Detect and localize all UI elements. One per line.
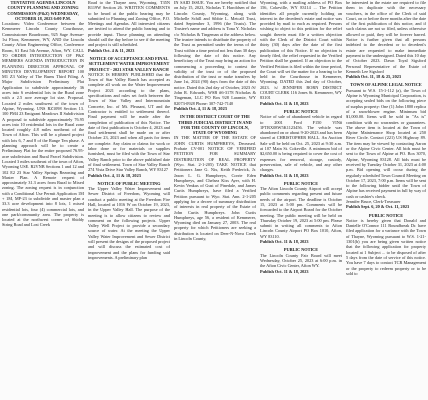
column-1 — [2, 0, 84, 400]
notice-body: Notice is hereby given that Donald and Danielle O'Connor 111 Boundbreak Dr. have filed application for a variance with the Town of Thayne, Wyoming pursuant to W.S. 1-21-1301(b) you are being given written notice that the following application for property located at 1 Subject ... to be disposed of after 5 days from the date of service of this notice. You have 7 days to contact TCR Management or the property to redeem property or to be sold to — [346, 217, 426, 276]
notice-heading: PUBLIC NOTICE — [283, 108, 319, 114]
notice-body: Notice of sale of abandoned vehicle in regard to 2001 Ford F150 VIN# 1FTRX08W5K1123456. The vehicle was abandoned on or about 9-20-2023 and has been stored at CHRISTOPHER HALL. An Auction Sale will be held on Oct. 25, 2023 at 9:30 a.m. at 107 Main St. Cokeville. A minimum bid of $2,650.00 is being required to cover the cost of expenses for removal, storage, custody, preservation, sale of vehicle, and any other charges. — [260, 114, 342, 173]
notice-heading: NOTICE OF ACCEPTANCE AND FINAL SETTLEMENT WATER IMPROVEMENT PROJECT - 2021 STAR VALLEY RANCH — [88, 55, 170, 72]
publish-line: Publish Oct. 11 & 18, 2023 — [260, 100, 309, 106]
notice-heading: PUBLIC NOTICE — [283, 247, 319, 253]
notice-body: Locations: Video Conference between the Kemmerer Lincoln County Courthouse, Commissioner Boardroom, 925 Sage Avenue-1st Floor, Kemmerer, WY, AND the Lincoln County Afton Engineering Office, Conference Room, 61 East 5th Avenue, Afton, WY. CALL TO ORDER INTRODUCTION OF P&Z MEMBERS AGENDA INTRODUCTION IN PLANNING DIRECTOR APPROVAL OF MINUTES DEVELOPMENT REPORT 100 M1 Z3 Valley of The Burns Third Filing. A Major Subdivision Preliminary Plat Application to subdivide approximately 36 acres into 6 residential lots in the Rural zone with a 2.5 acre average lot size. Proposal. Located 2 miles southwest of the town of Alpine, Wyoming. UNS RZ1098 Section 13. 100 PM4 23 Emigrant Meadows II Subdivision A proposal to subdivide approximately 76.95 acres into 10 residential lots in the Rural zone located roughly 4.8 miles northeast of the Town of Afton. This will be a phased project with lots 6, 7 and 8 of the Range Ten phase. A planning approach will be to create a Preliminary Plat for the entire proposed 76.95-acre subdivision and Rural Parcel Subdivision. Located 3 miles southeast of the town of Afton, Wyoming USE. R2VNB Sections 1 and 12 and 102 E2 23 Star Valley Springs Rezoning and Master Plan. A Remote request of approximately 31.3 acres from Rural to Mixed zoning. The zoning request is in conjunction with a Conditional Use Permit Application 1M + 1M, MP-23 to subdivide and master plan a 33.3 acre development into 8 lots, 1 mixed residential lots, four (4) commercial lots, and one park/community area. The property is located at the northwest corner of Shiddy String Road and Lost Creek — [2, 21, 84, 228]
notice-heading: TOWN OF ALPINE LEGAL NOTICE — [350, 82, 422, 88]
publish-line: Publish Oct. 4 & 11, 2023 — [88, 47, 135, 53]
notice-body: be interested in the estate are required to file them in duplicate with the necessary vouchers, in the office of the Clerk of said Court, on or before three months after the date of the first publication of this notice, and if such claims are not so filed, unless otherwise allowed or paid, they will be forever barred. Notice is further given that all persons indebted to the decedent or to decedent's estate are requested to make immediate payment to the undersigned. Dated this 10 day of October 2023. Dawn Toyal Sigsford Personal Representative of the Estate of Kenneth Lee Sigsford — [346, 0, 426, 74]
publish-line: Publish Oct. 11 & 18, 2023 — [260, 268, 309, 274]
notice-body: Wyoming, with a mailing address of PO Box 156, Cokeville, WY 83114 ... The Petition identifies all people currently holding an interest in the decedent's estate and notice was provided by mail to each as required. Persons wishing to object to this petition for the relief sought therein must file a written objection with the Clerk of the District Court within thirty (30) days after the date of the first publication of this Notice. If no objection is timely filed, the relief requested in the Verified Petition shall be granted. If an objection to the Verified Petition is filed within the time period, the Court will set the matter for a hearing to be held in the Courthouse in Kemmerer, Wyoming. DATED this 2nd day of October, 2023. /s/ JENNIFER BORN DISTRICT COURT CLERK 116 Jones St. Kemmerer, WY 83101 — [260, 0, 342, 101]
notice-body: The Upper Valley Water Improvement and Sewer District of Freedom, Wyoming will conduct a public meeting at the Freedom Fire Hall, located at 1016 W on October 19, 2023, in the Upper Valley Hall. The purpose of the meeting is to allow citizens to review and comment on the following projects. Upper Valley Well Project to provide a secondary source of water. At the meeting the Upper Valley Water Improvement and Sewer District will present the designs of the proposed project and will discuss the estimated cost of improvement and the plans for funding said improvements. A preliminary plan — [88, 186, 170, 260]
column-3 — [174, 0, 256, 400]
notice-body: The Lincoln County Fair Board will meet Wednesday, October 25, 2023 at 6:00 p.m. in the Afton Civic Center, Afton WY. — [260, 252, 342, 269]
notice-heading: PUBLIC NOTICE — [283, 180, 319, 186]
notice-body: IN THE MATTER OF THE ESTATE OF JOHN CURTIS HUMPHREYS, Deceased. Probate CV-001 NOTICE OF VERIFIED PETITION FOR SUMMARY DISTRIBUTION OF REAL PROPERTY (Wyo. Stat. 2-1-205) TAKE NOTICE that Petitioners Jane G. Nix, Keith Frederick, Jr. Jason L. G. Humphreys, Corrie Eden Humphreys, and Chelsea Kiss Ayer, with H. Kevin Venkus of Gust of Pinedale, and James Curtis Humphreys, have filed a Verified Petition pursuant to Wyo. Stat. Ann. 2-1-205 applying for a decree of summary distribution of interests in real property of the Estate of John Curtis Humphreys. John Curtis Humphreys, age 56, a resident of Kemmerer, Wyoming died on January 27, 2003. The real property for which Petitioners are seeking a distribution is located on Deer-N-Nova Creek in Lincoln County, — [174, 135, 256, 242]
column-2 — [88, 0, 170, 400]
column-5 — [346, 0, 426, 400]
notice-heading: PUBLIC NOTICE — [368, 212, 404, 218]
notice-body: Road to the Thayne area, Wyoming. T35N R119W Section 26. WRITTEN COMMENTS to be heard at the public hearing may be submitted to Planning and Zoning Office, P.O. Meetings and Agendas. All interested citizens are invited to attend the public hearing and to provide input. Those planning on attending should call the day before to see if the meeting and project is still scheduled. — [88, 0, 170, 48]
notice-body: The Afton Lincoln County Airport will accept public comments regarding present and future needs of the airport. The deadline is October 15, 2023 at 5:00 pm. Comments will be forwarded to the Airport Board for the October meeting. The public meeting will be held on Thursday October 19, 2023 at 5:00 pm. Please submit in writing all comments to Afton Lincoln County Airport PO Box 1010, Afton, WY 83110. — [260, 186, 342, 239]
notice-heading: TENTATIVE AGENDA LINCOLN COUNTY PLANNING AND ZONING COMMISSION (P&Z) WEDNESDAY, OCTOBER 18, 2023 6:00 P.M. — [7, 0, 79, 21]
notice-body: NOTICE IS HEREBY PUBLISHED that the Town of Star Valley Ranch has accepted as complete all work on the Water Improvement Project 2021 according to the plans, specifications and rules set forth between the Town of Star Valley and Intermountain Concrete, Inc. of Mt. Pleasant, UT and the Contractor is entitled to settlement thereof. Final payment will be made after the completion of publication of this Notice. The date of first publication is October 4, 2023 and final settlement shall be made on or after October 23, 2023 and when all parts for items are complete. Any claim or claims for work or labor done or for materials or supplies furnished, must be filed with the Town of Star Valley Ranch prior to the above published date of final settlement. Town of Star Valley Ranch 274 Vista Drive Star Valley Ranch, WY 83127 — [88, 71, 170, 173]
publish-line: Publish Oct. 11 & 18, 2023 — [260, 239, 309, 245]
notice-body: Pursuant to W.S. 15-1-112 (a), the Town of Alpine is Wyoming Municipal Corporation, is accepting sealed bids on the following piece of surplus property: One (1) John 1800 replica of a snowblower engine. Minimum bid $1,000.00. Items will be sold in "As is" condition with no warranties or guarantees. The above item is located at the Town of Alpine Maintenance Shop located at 250 River Circle. Contact (221) US Highway 89. The item may be viewed by contacting Aaron or the Alpine Civic Center. All bids must be sent to the Town of Alpine at PO. Box 3070, Alpine, Wyoming 83128. All bids must be received by Tuesday October 31, 2023 at 4:00 p.m. Bid opening will occur during the regularly scheduled Town Council Meeting on October 17, 2023, 7:00 p.m. Items will be sent to the following bidder until the Town of Alpine has received payment in full by way of cash or cashier's check. — [346, 87, 426, 199]
publish-line: Publish Oct. 4, 11 & 18, 2023 — [174, 105, 227, 111]
publish-line: Publish Sept. 6, 20 & Oct. 11, 2023 — [346, 204, 410, 210]
column-4 — [260, 0, 342, 400]
publish-line: Publish Oct. 11 & 18, 2023 — [260, 172, 309, 178]
publish-line: Publish Oct. 11, 18 & 25, 2023 — [346, 74, 402, 80]
notice-heading: IN THE DISTRICT COURT OF THE THIRD JUDICIAL DISTRICT IN AND FOR THE COUNTY OF LINCOLN, STATE OF WYOMING — [178, 114, 252, 136]
publish-line: Publish Oct. 4, 11 & 18, 2023 — [88, 172, 141, 178]
signature: Jennifer Bruce, Clerk-Treasurer — [346, 198, 401, 204]
notice-heading: NOTICE OF PUBLIC MEETING — [97, 180, 161, 186]
notice-body: IN SAID ISSUE. You are hereby notified that on July 15, 2023, Nicholas T. Haroldsen of the Lincoln County, Wyoming, along with Michelle Schill and Sibbie L. Metcalf Trust, dated September 3, 1996 (the Trusts). The Trustee's name and address is Tona Y. Nicholas c/o Nicholas & Tingeman at the address below. The trustee intends to distribute the property of the Trust as permitted under the terms of the Trust within a time period not less than 30 days following the date of this notice. Any beneficiary of the Trust may bring an action for commencing a proceeding to contest the validity of the trust or of the proposed distribution of the trust or make transfers by June 1st, 2024 (90) days from the date of this notice. Dated this 2nd day of October, 2023 /S/ John R. Edwards, WSB #6-3178 Nicholas & Tingeman, LLC PO Box 928 Laramie, WY 82073-0928 Phone: 307-742-7140 — [174, 0, 256, 106]
